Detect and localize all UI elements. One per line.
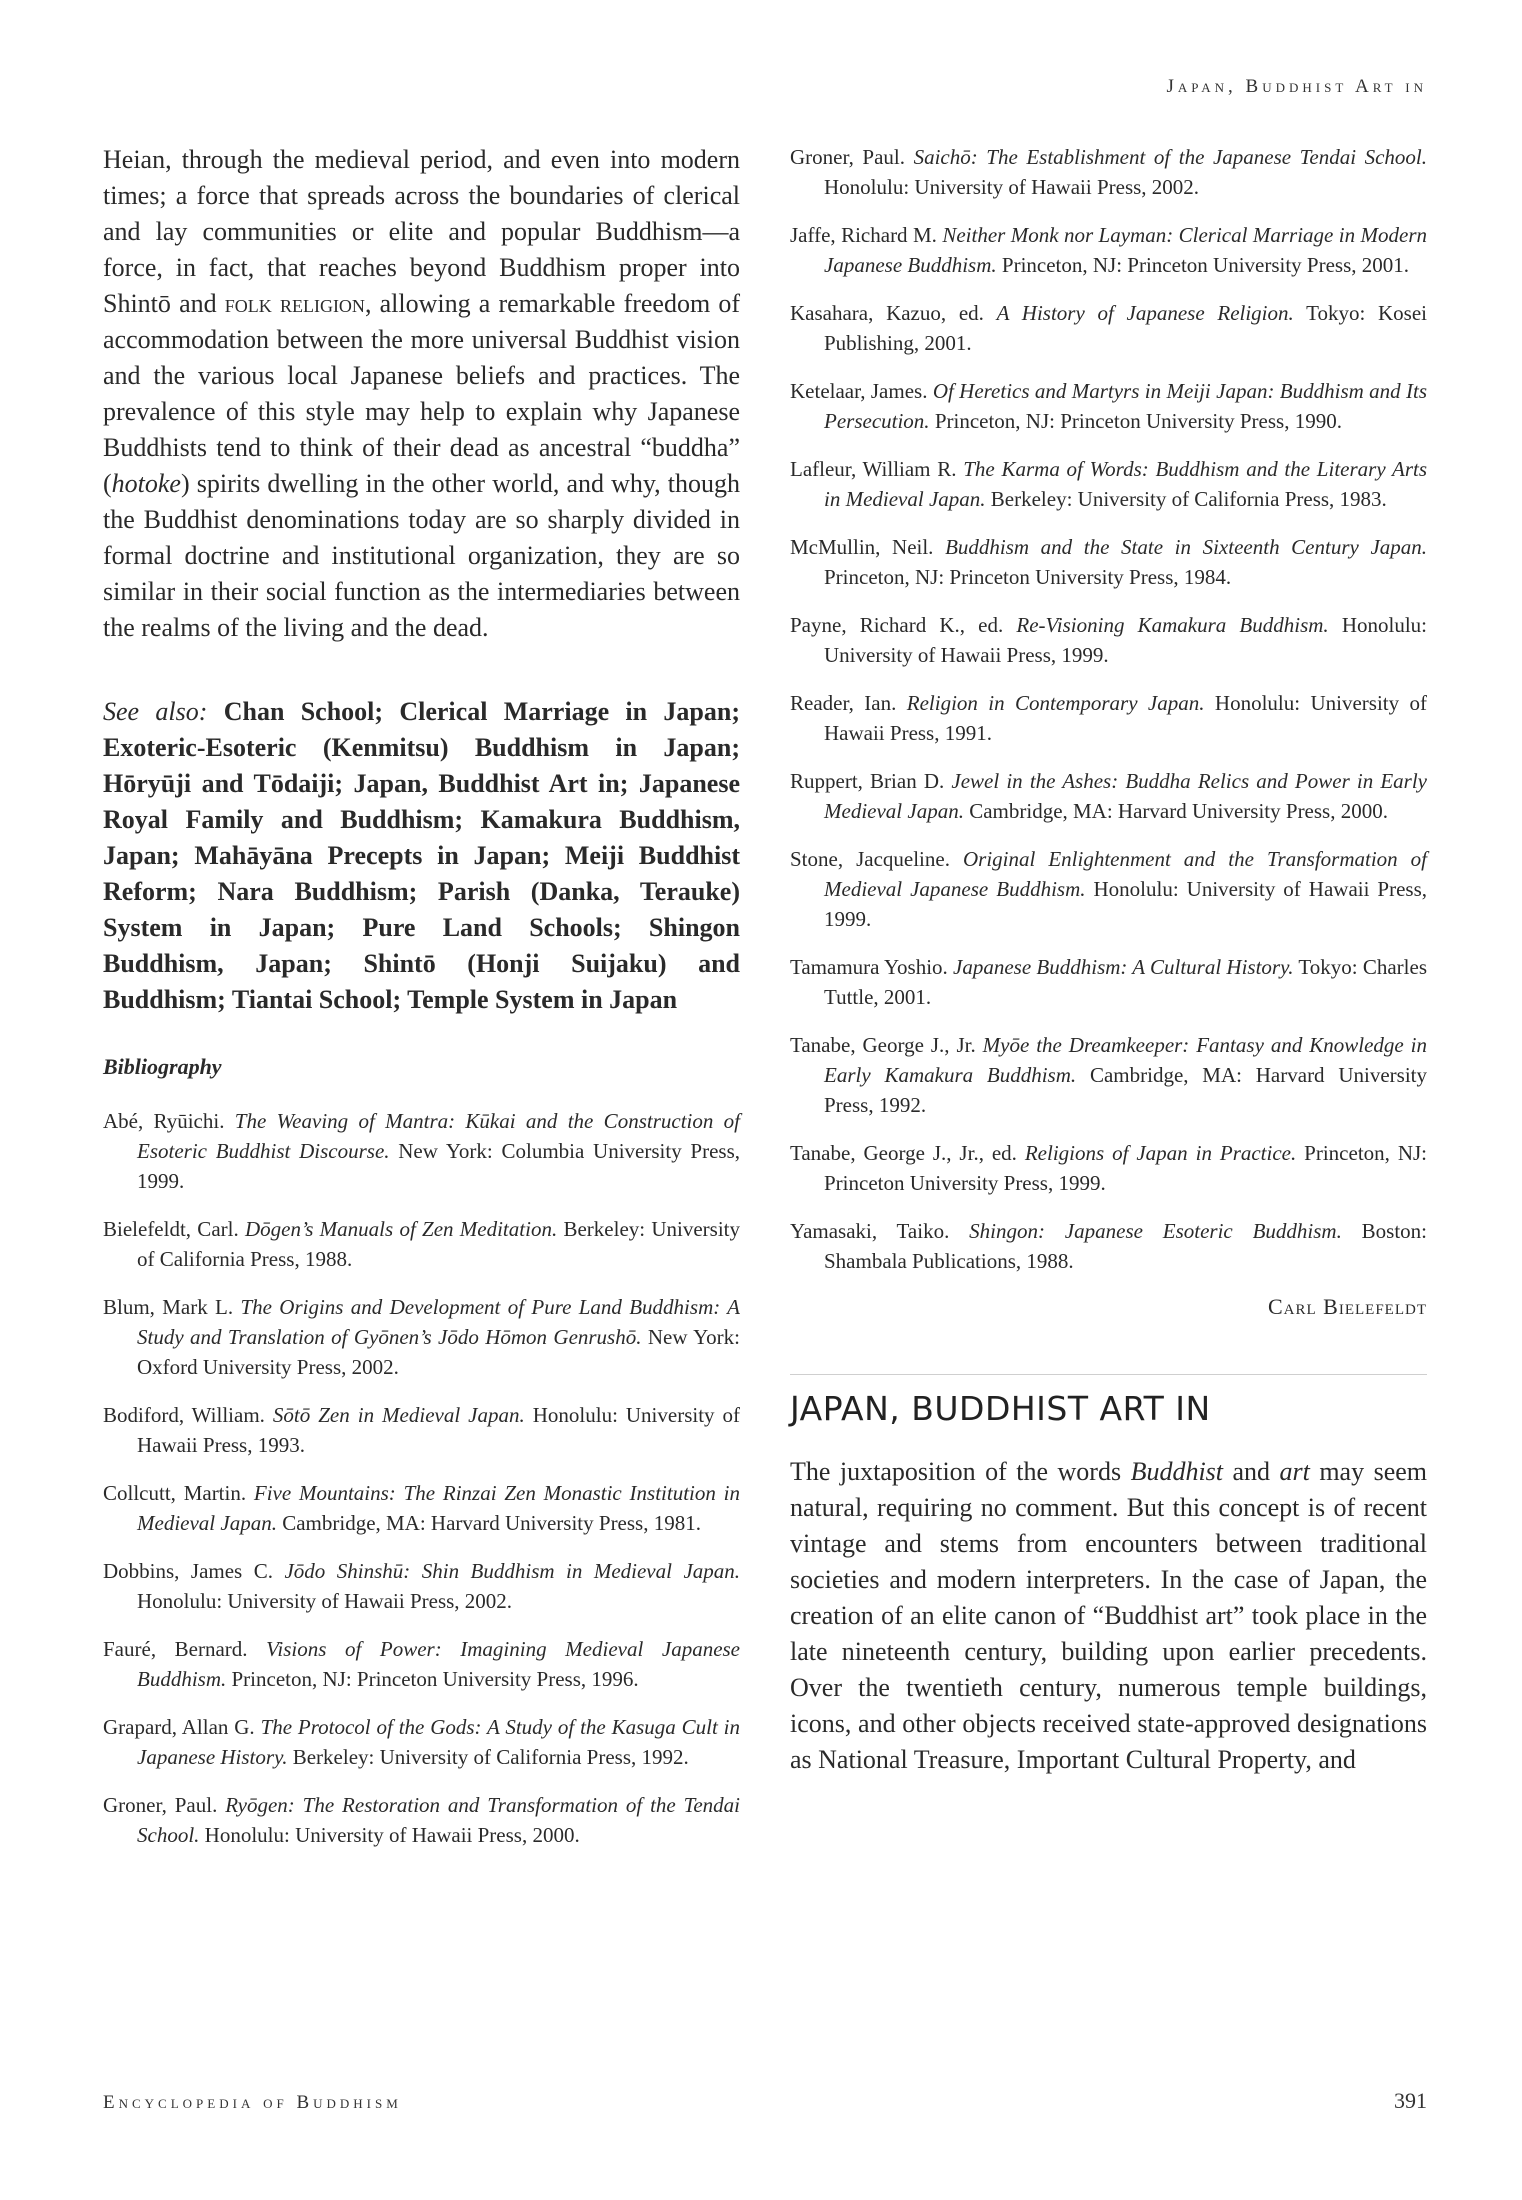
bib-publisher: Berkeley: University of California Press, 1988. [137, 1217, 741, 1271]
bib-title: A History of Japanese Religion. [996, 301, 1294, 325]
bib-author: Reader, Ian. [790, 691, 897, 715]
bib-title: Japanese Buddhism: A Cultural History. [953, 955, 1294, 979]
bib-author: Bielefeldt, Carl. [103, 1217, 239, 1241]
bibliography-entry [103, 1292, 740, 1382]
bib-publisher: Honolulu: University of Hawaii Press, 2002. [137, 1589, 513, 1613]
bibliography-entry [790, 952, 1427, 1012]
bib-publisher: Honolulu: University of Hawaii Press, 2000. [204, 1823, 580, 1847]
see-also-label: See also: [103, 697, 208, 726]
bib-title: Religion in Contemporary Japan. [906, 691, 1205, 715]
bib-author: Abé, Ryūichi. [103, 1109, 225, 1133]
bibliography-entry [790, 220, 1427, 280]
bib-author: Groner, Paul. [103, 1793, 218, 1817]
bib-publisher: Honolulu: University of Hawaii Press, 1999. [824, 877, 1428, 931]
bib-author: Blum, Mark L. [103, 1295, 234, 1319]
bibliography-entry [790, 1138, 1427, 1198]
bib-author: Bodiford, William. [103, 1403, 265, 1427]
bib-publisher: New York: Oxford University Press, 2002. [137, 1325, 740, 1379]
bibliography-entry [103, 1214, 740, 1274]
bibliography-entry [103, 1106, 740, 1196]
bib-publisher: Tokyo: Charles Tuttle, 2001. [824, 955, 1427, 1009]
article-title: JAPAN, BUDDHIST ART IN [790, 1389, 1211, 1428]
bibliography-entry [790, 298, 1427, 358]
bib-title: Shingon: Japanese Esoteric Buddhism. [969, 1219, 1342, 1243]
bibliography-list-left [103, 1106, 740, 1850]
bib-title: Dōgen’s Manuals of Zen Meditation. [244, 1217, 558, 1241]
bibliography-entry [103, 1634, 740, 1694]
bibliography-entry [790, 376, 1427, 436]
bibliography-list-right [790, 142, 1427, 1276]
bib-title: Myōe the Dreamkeeper: Fantasy and Knowledge in Early Kamakura Buddhism. [824, 1033, 1427, 1087]
bib-author: Grapard, Allan G. [103, 1715, 255, 1739]
bibliography-entry [103, 1790, 740, 1850]
bib-title: The Karma of Words: Buddhism and the Literary Arts in Medieval Japan. [824, 457, 1427, 511]
bib-author: Tanabe, George J., Jr. [790, 1033, 976, 1057]
bib-author: Yamasaki, Taiko. [790, 1219, 950, 1243]
left-column [103, 142, 740, 1868]
bib-publisher: Princeton, NJ: Princeton University Press, 1996. [231, 1667, 639, 1691]
bib-author: Lafleur, William R. [790, 457, 957, 481]
bibliography-entry [103, 1478, 740, 1538]
running-head: Japan, Buddhist Art in [1166, 76, 1427, 97]
right-column [790, 142, 1427, 1778]
bibliography-entry [790, 766, 1427, 826]
see-also [103, 694, 740, 1018]
bibliography-entry [103, 1712, 740, 1772]
footer-title: Encyclopedia of Buddhism [103, 2092, 402, 2113]
bib-publisher: Tokyo: Kosei Publishing, 2001. [824, 301, 1427, 355]
bib-title: The Weaving of Mantra: Kūkai and the Construction of Esoteric Buddhist Discourse. [137, 1109, 741, 1163]
bib-author: McMullin, Neil. [790, 535, 934, 559]
bib-publisher: Honolulu: University of Hawaii Press, 2002. [824, 175, 1200, 199]
bibliography-entry [790, 844, 1427, 934]
article-divider [790, 1374, 1427, 1375]
cross-reference: folk religion [224, 289, 365, 318]
bib-publisher: Cambridge, MA: Harvard University Press, 1992. [824, 1063, 1428, 1117]
bib-title: Visions of Power: Imagining Medieval Japanese Buddhism. [137, 1637, 741, 1691]
bibliography-heading: Bibliography [103, 1054, 222, 1079]
bib-author: Tamamura Yoshio. [790, 955, 948, 979]
bib-title: Saichō: The Establishment of the Japanese Tendai School. [913, 145, 1427, 169]
bib-author: Ruppert, Brian D. [790, 769, 945, 793]
bib-author: Kasahara, Kazuo, ed. [790, 301, 984, 325]
bib-title: Neither Monk nor Layman: Clerical Marriage in Modern Japanese Buddhism. [824, 223, 1427, 277]
bib-author: Jaffe, Richard M. [790, 223, 937, 247]
bib-title: Ryōgen: The Restoration and Transformation of the Tendai School. [137, 1793, 741, 1847]
bib-author: Groner, Paul. [790, 145, 906, 169]
bib-title: Re-Visioning Kamakura Buddhism. [1016, 613, 1329, 637]
bibliography-entry [790, 1030, 1427, 1120]
body-paragraph: Heian, through the medieval period, and even into modern times; a force that spreads across the boundaries of clerical and lay communities or elite and popular Buddhism—a force, in fact, that reaches beyond Buddhism proper into Shintō and folk religion, allowing a remarkable freedom of accommodation between the more universal Buddhist vision and the various local Japanese beliefs and practices. The prevalence of this style may help to explain why Japanese Buddhists tend to think of their dead as ancestral “buddha” (hotoke) spirits dwelling in the other world, and why, though the Buddhist denominations today are so sharply divided in formal doctrine and institutional organization, they are so similar in their social function as the intermediaries between the realms of the living and the dead. [103, 145, 740, 642]
bib-publisher: Honolulu: University of Hawaii Press, 1999. [824, 613, 1427, 667]
bib-author: Ketelaar, James. [790, 379, 928, 403]
bib-title: Sōtō Zen in Medieval Japan. [272, 1403, 525, 1427]
bibliography-entry [790, 454, 1427, 514]
bib-author: Payne, Richard K., ed. [790, 613, 1004, 637]
bibliography-entry [790, 610, 1427, 670]
article-paragraph: The juxtaposition of the words Buddhist and art may seem natural, requiring no comment. But this concept is of recent vintage and stems from encounters between traditional societies and modern interpreters. In the case of Japan, the creation of an elite canon of “Buddhist art” took place in the late nineteenth century, building upon earlier precedents. Over the twentieth century, numerous temple buildings, icons, and other objects received state-approved designations as National Treasure, Important Cultural Property, and [790, 1457, 1427, 1774]
bib-publisher: Honolulu: University of Hawaii Press, 1991. [824, 691, 1428, 745]
bib-title: Jewel in the Ashes: Buddha Relics and Power in Early Medieval Japan. [824, 769, 1428, 823]
bibliography-entry [790, 532, 1427, 592]
bib-author: Collcutt, Martin. [103, 1481, 247, 1505]
bib-title: Of Heretics and Martyrs in Meiji Japan: Buddhism and Its Persecution. [824, 379, 1428, 433]
bib-publisher: Honolulu: University of Hawaii Press, 1993. [137, 1403, 741, 1457]
author-signature: Carl Bielefeldt [1268, 1294, 1427, 1319]
bib-publisher: Princeton, NJ: Princeton University Press, 1999. [824, 1141, 1427, 1195]
see-also-list: Chan School; Clerical Marriage in Japan; Exoteric-Esoteric (Kenmitsu) Buddhism in Japan; Hōryūji and Tōdaiji; Japan, Buddhist Art in; Japanese Royal Family and Buddhism; Kamakura Buddhism, Japan; Mahāyāna Precepts in Japan; Meiji Buddhist Reform; Nara Buddhism; Parish (Danka, Terauke) System in Japan; Pure Land Schools; Shingon Buddhism, Japan; Shintō (Honji Suijaku) and Buddhism; Tiantai School; Temple System in Japan [103, 697, 740, 1014]
bib-title: The Protocol of the Gods: A Study of the Kasuga Cult in Japanese History. [137, 1715, 740, 1769]
bibliography-entry [790, 688, 1427, 748]
bib-publisher: Boston: Shambala Publications, 1988. [824, 1219, 1427, 1273]
bib-author: Tanabe, George J., Jr., ed. [790, 1141, 1017, 1165]
bib-publisher: Princeton, NJ: Princeton University Press, 1984. [824, 565, 1232, 589]
bibliography-entry [790, 1216, 1427, 1276]
bib-author: Dobbins, James C. [103, 1559, 273, 1583]
page-number: 391 [1394, 2088, 1427, 2113]
bibliography-entry [103, 1400, 740, 1460]
bib-publisher: Cambridge, MA: Harvard University Press, 1981. [282, 1511, 701, 1535]
bib-title: The Origins and Development of Pure Land Buddhism: A Study and Translation of Gyōnen’s Jōdo Hōmon Genrushō. [137, 1295, 740, 1349]
bib-publisher: Princeton, NJ: Princeton University Press, 2001. [1001, 253, 1410, 277]
bib-author: Stone, Jacqueline. [790, 847, 950, 871]
bib-publisher: Berkeley: University of California Press, 1983. [990, 487, 1387, 511]
bib-publisher: Berkeley: University of California Press, 1992. [292, 1745, 689, 1769]
bib-title: Religions of Japan in Practice. [1024, 1141, 1297, 1165]
bib-title: Original Enlightenment and the Transformation of Medieval Japanese Buddhism. [824, 847, 1428, 901]
bib-title: Buddhism and the State in Sixteenth Century Japan. [945, 535, 1428, 559]
bib-publisher: Princeton, NJ: Princeton University Press, 1990. [934, 409, 1342, 433]
bib-author: Fauré, Bernard. [103, 1637, 248, 1661]
bib-publisher: New York: Columbia University Press, 1999. [137, 1139, 741, 1193]
bib-title: Jōdo Shinshū: Shin Buddhism in Medieval Japan. [284, 1559, 741, 1583]
bib-title: Five Mountains: The Rinzai Zen Monastic Institution in Medieval Japan. [137, 1481, 740, 1535]
bib-publisher: Cambridge, MA: Harvard University Press, 2000. [969, 799, 1388, 823]
bibliography-entry [790, 142, 1427, 202]
bibliography-entry [103, 1556, 740, 1616]
